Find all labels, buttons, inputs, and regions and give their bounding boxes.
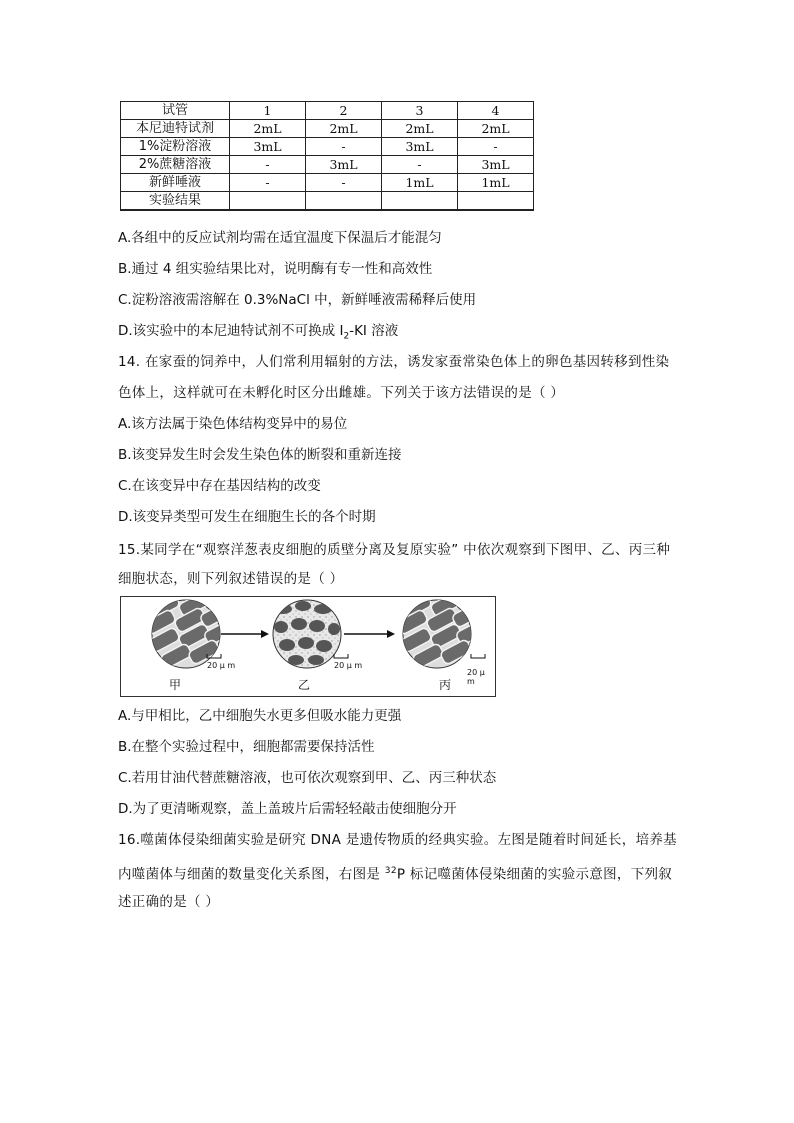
label-yi: 乙 [298, 678, 311, 692]
table-header-cell: 试管 [121, 102, 230, 120]
table-cell: 2mL [382, 120, 458, 138]
arrow-jia-to-yi [221, 630, 269, 638]
table-cell [306, 192, 382, 211]
q16-stem-line: 述正确的是（ ） [118, 894, 220, 910]
q15-option-b: B.在整个实验过程中，细胞都需要保持活性 [118, 739, 375, 755]
table-cell: - [230, 156, 306, 174]
table-cell [382, 192, 458, 211]
table-header-row [121, 102, 534, 120]
table-cell: 1%淀粉溶液 [121, 138, 230, 156]
table-cell: - [230, 174, 306, 192]
q14-option-b: B.该变异发生时会发生染色体的断裂和重新连接 [118, 447, 402, 463]
table-cell: - [306, 138, 382, 156]
table-row [121, 156, 534, 174]
scale-bar-label: 20 μ m [467, 668, 485, 686]
table-cell: 2mL [458, 120, 534, 138]
q14-option-c: C.在该变异中存在基因结构的改变 [118, 478, 321, 494]
table-cell: 2mL [306, 120, 382, 138]
table-cell: 1mL [382, 174, 458, 192]
q14-option-a: A.该方法属于染色体结构变异中的易位 [118, 416, 348, 432]
table-cell: 本尼迪特试剂 [121, 120, 230, 138]
q15-stem-line: 15.某同学在“观察洋葱表皮细胞的质壁分离及复原实验” 中依次观察到下图甲、乙、丙三种 [118, 542, 671, 558]
arrow-yi-to-bing [344, 630, 395, 638]
q13-option-a: A.各组中的反应试剂均需在适宜温度下保温后才能混匀 [118, 230, 442, 246]
cell-image-yi [273, 600, 341, 668]
table-cell: 2mL [230, 120, 306, 138]
scale-bar-label: 20 μ m [207, 661, 236, 670]
q16-isotope-superscript: 32 [384, 866, 397, 876]
table-cell: 2%蔗糖溶液 [121, 156, 230, 174]
q15-stem-line: 细胞状态，则下列叙述错误的是（ ） [118, 571, 344, 587]
q13-option-d-text: D.该实验中的本尼迪特试剂不可换成 I [118, 323, 344, 339]
table-row [121, 138, 534, 156]
plasmolysis-figure [120, 596, 496, 697]
table-row [121, 192, 534, 211]
table-cell: - [306, 174, 382, 192]
q13-option-b: B.通过 4 组实验结果比对，说明酶有专一性和高效性 [118, 261, 433, 277]
table-cell: 新鲜唾液 [121, 174, 230, 192]
table-cell: 实验结果 [121, 192, 230, 211]
table-row [121, 174, 534, 192]
table-cell: - [382, 156, 458, 174]
q14-stem-line: 14. 在家蚕的饲养中，人们常利用辐射的方法，诱发家蚕常染色体上的卵色基因转移到性染 [118, 354, 670, 370]
q14-option-d: D.该变异类型可发生在细胞生长的各个时期 [118, 509, 376, 525]
q13-option-d-subscript: 2 [343, 331, 350, 342]
table-header-cell: 2 [306, 102, 382, 120]
q16-stem-text: P 标记噬菌体侵染细菌的实验示意图，下列叙 [396, 866, 673, 883]
q15-option-d: D.为了更清晰观察，盖上盖玻片后需轻轻敲击使细胞分开 [118, 801, 457, 817]
cell-image-bing [395, 597, 482, 669]
table-cell: 3mL [382, 138, 458, 156]
q13-option-c: C.淀粉溶液需溶解在 0.3%NaCl 中，新鲜唾液需稀释后使用 [118, 292, 477, 308]
q13-option-d [118, 321, 398, 347]
table-cell: - [458, 138, 534, 156]
label-bing: 丙 [439, 678, 452, 692]
table-header-cell: 3 [382, 102, 458, 120]
table-cell: 3mL [458, 156, 534, 174]
experiment-table [120, 101, 534, 211]
table-cell: 1mL [458, 174, 534, 192]
q16-stem-line: 16.噬菌体侵染细菌实验是研究 DNA 是遗传物质的经典实验。左图是随着时间延长，培养基 [118, 832, 677, 848]
label-jia: 甲 [169, 678, 182, 692]
q14-stem-line: 色体上，这样就可在未孵化时区分出雌雄。下列关于该方法错误的是（ ） [118, 385, 565, 401]
q16-stem-text: 内噬菌体与细菌的数量变化关系图，右图是 [118, 866, 385, 883]
q13-option-d-suffix: -KI 溶液 [349, 323, 399, 339]
q16-stem-line [118, 861, 672, 885]
scale-bar-label: 20 μ m [334, 661, 363, 670]
table-cell [458, 192, 534, 211]
q15-option-a: A.与甲相比，乙中细胞失水更多但吸水能力更强 [118, 708, 402, 724]
q15-option-c: C.若用甘油代替蔗糖溶液，也可依次观察到甲、乙、丙三种状态 [118, 770, 497, 786]
table-cell: 3mL [230, 138, 306, 156]
table-row [121, 120, 534, 138]
table-header-cell: 4 [458, 102, 534, 120]
table-header-cell: 1 [230, 102, 306, 120]
table-cell [230, 192, 306, 211]
table-cell: 3mL [306, 156, 382, 174]
